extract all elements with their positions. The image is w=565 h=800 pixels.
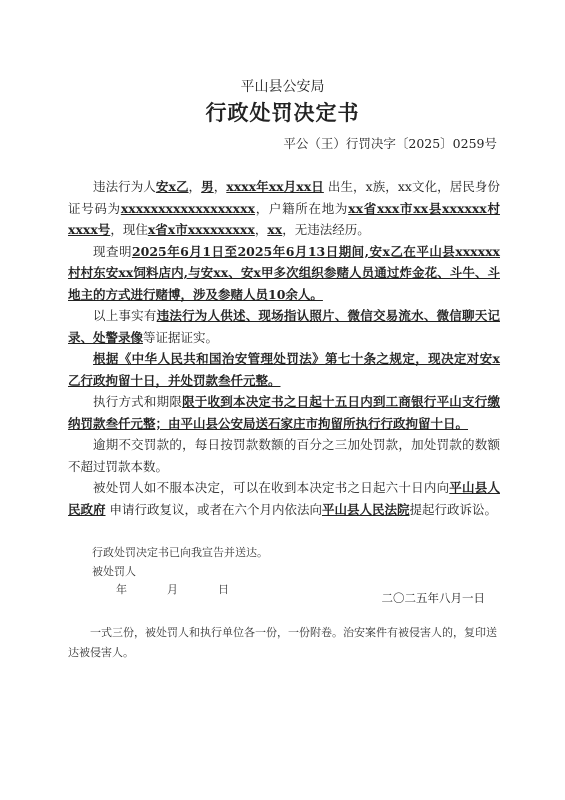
offender-address: xx省xxx市xx县xxxxxx村xxxx号 — [68, 200, 500, 237]
text: ， — [188, 179, 202, 194]
review-authority: 平山县人民政府 — [68, 480, 500, 517]
text: 出生，x族，xx文化，居民身份证号码为 — [68, 179, 500, 216]
execution-paragraph — [68, 391, 500, 434]
facts-text: 2025年6月1日至2025年6月13日期间,安x乙在平山县xxxxxx村村东安xx饲料店内,与安xx、安x甲多次组织参赌人员通过炸金花、斗牛、斗地主的方式进行赌博，涉及参赌人员10余人。 — [68, 243, 500, 302]
text: 以上事实有 — [93, 308, 157, 323]
service-acknowledgement: 行政处罚决定书已向我宣告并送达。 — [92, 546, 268, 559]
offender-id-number: xxxxxxxxxxxxxxxxxx — [120, 200, 255, 216]
text: 申请行政复议，或者在六个月内依法向 — [105, 501, 322, 517]
text: ，户籍所在地为 — [254, 200, 349, 216]
document-title: 行政处罚决定书 — [205, 100, 360, 125]
text: ，现住 — [110, 222, 148, 237]
late-payment-paragraph — [68, 434, 500, 477]
offender-name: 安x乙 — [155, 179, 189, 194]
signature-party-label: 被处罚人 — [92, 565, 136, 578]
text: 现查明 — [93, 243, 132, 259]
decision-paragraph — [68, 348, 500, 391]
signature-date-fields — [116, 581, 269, 597]
text: 逾期不交罚款的，每日按罚款数额的百分之三加处罚款，加处罚款的数额不超过罚款本数。 — [68, 437, 500, 474]
offender-occupation: xx — [267, 222, 283, 237]
execution-text: 限于收到本决定书之日起十五日内到工商银行平山支行缴纳罚款叁仟元整；由平山县公安局送石家庄市拘留所执行行政拘留十日。 — [68, 394, 500, 431]
offender-paragraph — [68, 176, 500, 241]
day-label: 日 — [218, 583, 229, 596]
appeal-paragraph — [68, 477, 500, 520]
offender-residence: x省x市xxxxxxxxx — [147, 222, 255, 237]
month-label: 月 — [167, 583, 178, 596]
issue-date: 二〇二五年八月一日 — [381, 591, 485, 605]
offender-birthdate: xxxx年xx月xx日 — [226, 179, 324, 194]
text: 执行方式和期限 — [93, 394, 183, 409]
text: 被处罚人如不服本决定，可以在收到本决定书之日起六十日内向 — [93, 480, 450, 495]
copies-note: 一式三份，被处罚人和执行单位各一份，一份附卷。治安案件有被侵害人的，复印送达被侵害人。 — [68, 626, 497, 659]
text: 等证据证实。 — [143, 329, 219, 345]
document-body — [68, 176, 500, 520]
year-label: 年 — [116, 583, 127, 596]
text: ， — [213, 179, 227, 194]
facts-paragraph — [68, 241, 500, 306]
text: 违法行为人 — [93, 179, 156, 194]
decision-text: 根据《中华人民共和国治安管理处罚法》第七十条之规定，现决定对安x乙行政拘留十日，并处罚款叁仟元整。 — [68, 351, 500, 388]
court-name: 平山县人民法院 — [322, 501, 410, 517]
issuing-authority: 平山县公安局 — [240, 79, 325, 95]
evidence-list: 违法行为人供述、现场指认照片、微信交易流水、微信聊天记录、处警录像 — [68, 308, 500, 345]
text: ， — [254, 222, 268, 237]
evidence-paragraph — [68, 305, 500, 348]
document-number: 平公（王）行罚决字〔2025〕0259号 — [283, 136, 497, 151]
text: 提起行政诉讼。 — [409, 501, 498, 517]
offender-gender: 男 — [201, 179, 214, 194]
text: ，无违法经历。 — [282, 222, 370, 237]
